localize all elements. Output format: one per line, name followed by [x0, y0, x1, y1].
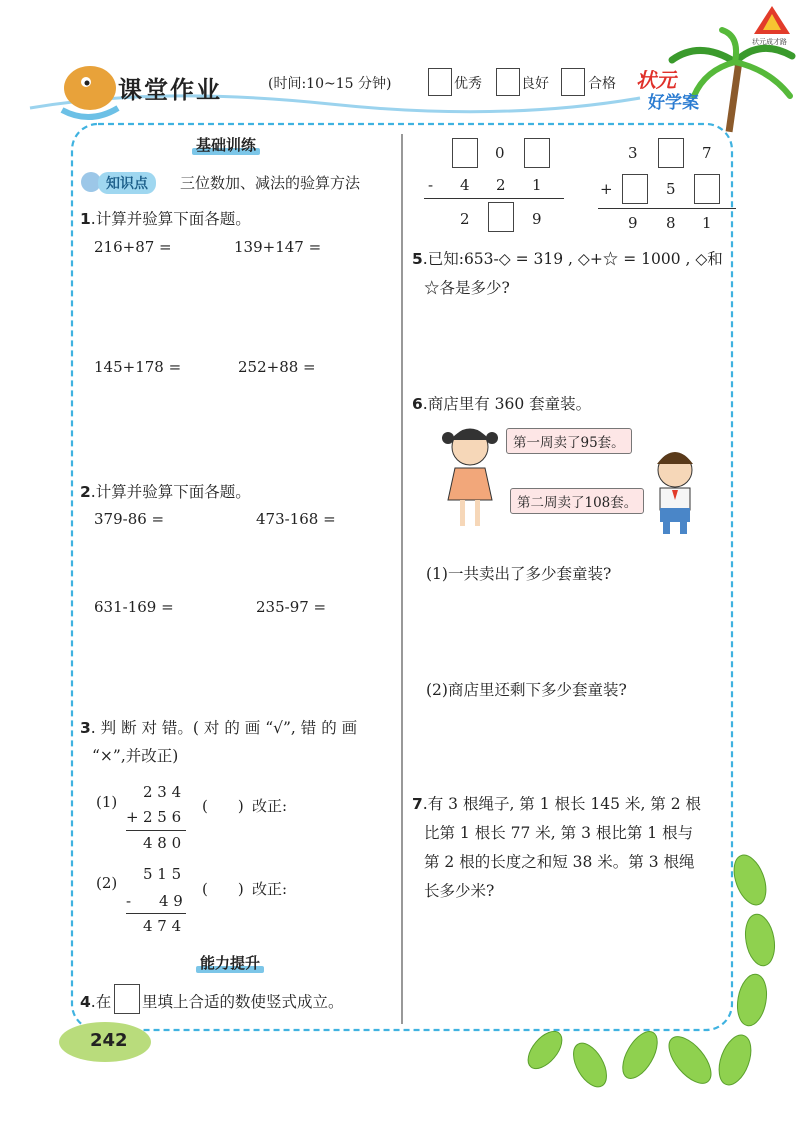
knowledge-text: 三位数加、减法的验算方法 [180, 174, 361, 192]
time-hint: (时间:10~15 分钟) [268, 76, 392, 92]
q3-part2-label: (2) [96, 874, 118, 892]
question-3-line2: “×”,并改正) [92, 747, 179, 765]
v2-blank-ones[interactable] [694, 174, 720, 204]
v1-row1-digit: 0 [495, 144, 505, 162]
q3-part2-top: 5 1 5 [143, 865, 182, 883]
question-text: .计算并验算下面各题。 [90, 483, 251, 501]
q1-item-1: 216+87 = [94, 238, 172, 256]
q2-item-1: 379-86 = [94, 510, 165, 528]
question-6 [412, 392, 591, 414]
question-1 [80, 207, 251, 229]
q3-part1-top: 2 3 4 [143, 783, 182, 801]
v2-row3-d3: 1 [702, 214, 712, 232]
knowledge-tag [98, 172, 156, 194]
v1-row2-d3: 1 [532, 176, 542, 194]
v2-op: + [600, 180, 613, 198]
grade-label-good: 良好 [521, 76, 549, 92]
v1-row3-d3: 9 [532, 210, 542, 228]
q3-part2-answer-paren[interactable]: ( ) [202, 880, 244, 898]
question-text: . 判 断 对 错。( 对 的 画 “√”, 错 的 画 [90, 719, 358, 737]
q3-part1-label: (1) [96, 793, 118, 811]
v1-blank-hundreds[interactable] [452, 138, 478, 168]
section-basic-training: 基础训练 [196, 136, 257, 154]
corner-logo-text: 状元成才路 [752, 38, 787, 46]
brand-line2: 好学案 [648, 93, 699, 113]
question-5-line2: ☆各是多少? [424, 279, 510, 297]
v1-row2-d1: 4 [460, 176, 470, 194]
q3-part2-result: 4 7 4 [143, 917, 182, 935]
question-5 [412, 247, 723, 269]
question-number: 2 [80, 483, 91, 501]
question-4 [80, 990, 111, 1012]
question-text: .计算并验算下面各题。 [90, 210, 251, 228]
q1-item-4: 252+88 = [238, 358, 316, 376]
page-title: 课堂作业 [118, 76, 222, 104]
question-number: 6 [412, 395, 423, 413]
question-7-line4: 长多少米? [424, 882, 495, 900]
v1-row2-d2: 2 [496, 176, 506, 194]
v2-row3-d2: 8 [666, 214, 676, 232]
q3-part1-op: + [126, 808, 139, 826]
speech-bubble-week2: 第二周卖了108套。 [510, 488, 644, 514]
v1-row3-d1: 2 [460, 210, 470, 228]
question-4-rest: 里填上合适的数使竖式成立。 [142, 993, 344, 1011]
question-3 [80, 716, 357, 738]
v2-row3-d1: 9 [628, 214, 638, 232]
v2-blank-tens-top[interactable] [658, 138, 684, 168]
grade-label-pass: 合格 [588, 76, 616, 92]
q3-part2-op: - [126, 892, 132, 910]
v2-rule [598, 208, 736, 209]
question-text: .有 3 根绳子, 第 1 根长 145 米, 第 2 根 [422, 795, 702, 813]
question-7-line3: 第 2 根的长度之和短 38 米。第 3 根绳 [424, 853, 695, 871]
question-number: 1 [80, 210, 91, 228]
v2-row1-d3: 7 [702, 144, 712, 162]
q3-part1-fix-label: 改正: [252, 797, 288, 815]
q2-item-2: 473-168 = [256, 510, 336, 528]
question-number: 5 [412, 250, 423, 268]
question-number: 4 [80, 993, 91, 1011]
v1-blank-ones[interactable] [524, 138, 550, 168]
brand-line1: 状元 [636, 68, 676, 92]
q1-item-2: 139+147 = [234, 238, 322, 256]
q6-sub1: (1)一共卖出了多少套童装? [426, 565, 612, 583]
question-number: 3 [80, 719, 91, 737]
knowledge-tag-label: 知识点 [106, 176, 148, 192]
v2-row1-d1: 3 [628, 144, 638, 162]
question-number: 7 [412, 795, 423, 813]
question-text-pre: .在 [90, 993, 112, 1011]
q3-part2-fix-label: 改正: [252, 880, 288, 898]
q3-part1-result: 4 8 0 [143, 834, 182, 852]
q3-part1-rule [126, 830, 186, 831]
q2-item-3: 631-169 = [94, 598, 174, 616]
page-number: 242 [90, 1030, 128, 1051]
question-2 [80, 480, 251, 502]
question-7-line2: 比第 1 根长 77 米, 第 3 根比第 1 根与 [424, 824, 694, 842]
v1-blank-tens[interactable] [488, 202, 514, 232]
question-text: .已知:653-◇ = 319 , ◇+☆ = 1000 , ◇和 [422, 250, 723, 268]
question-text: .商店里有 360 套童装。 [422, 395, 592, 413]
v1-op: - [428, 176, 434, 194]
speech-bubble-week1: 第一周卖了95套。 [506, 428, 632, 454]
q1-item-3: 145+178 = [94, 358, 182, 376]
q3-part1-bottom: 2 5 6 [143, 808, 182, 826]
q3-part2-bottom: 4 9 [159, 892, 183, 910]
section-ability: 能力提升 [200, 954, 261, 972]
q6-sub2: (2)商店里还剩下多少套童装? [426, 681, 627, 699]
q3-part1-answer-paren[interactable]: ( ) [202, 797, 244, 815]
q4-inline-box [114, 984, 140, 1014]
right-column [402, 0, 800, 1122]
question-7 [412, 792, 701, 814]
grade-label-excellent: 优秀 [454, 76, 482, 92]
v2-blank-hundreds[interactable] [622, 174, 648, 204]
v2-row2-digit: 5 [666, 180, 676, 198]
q3-part2-rule [126, 913, 186, 914]
v1-rule [424, 198, 564, 199]
q2-item-4: 235-97 = [256, 598, 327, 616]
